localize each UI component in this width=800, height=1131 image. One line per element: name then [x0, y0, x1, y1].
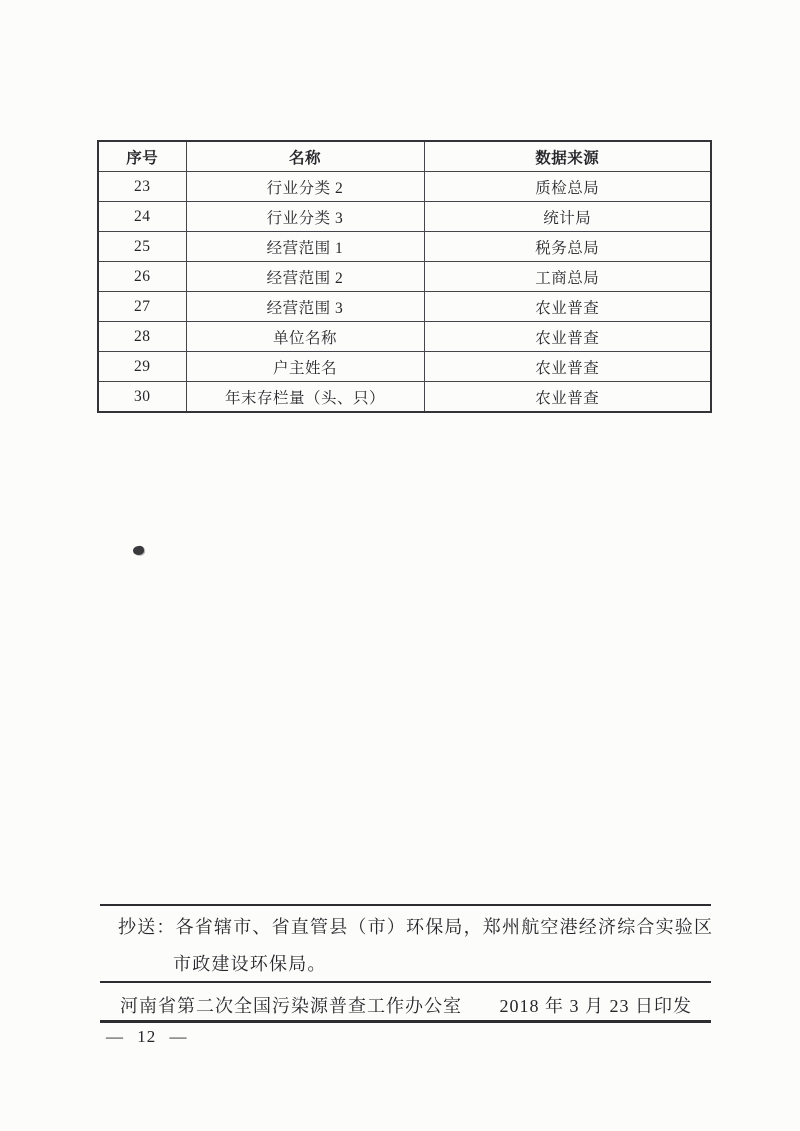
- ink-smudge-artifact: [132, 545, 144, 555]
- cell-no: 24: [98, 202, 186, 232]
- cell-no: 30: [98, 382, 186, 413]
- cell-name: 年末存栏量（头、只）: [186, 382, 424, 413]
- cell-name: 单位名称: [186, 322, 424, 352]
- cell-source: 农业普查: [424, 352, 711, 382]
- cell-no: 27: [98, 292, 186, 322]
- cell-source: 税务总局: [424, 232, 711, 262]
- footer-bottom-rule: [100, 1020, 711, 1023]
- cell-source: 质检总局: [424, 172, 711, 202]
- data-source-table: [97, 140, 712, 413]
- cell-no: 29: [98, 352, 186, 382]
- cell-no: 26: [98, 262, 186, 292]
- cell-source: 农业普查: [424, 322, 711, 352]
- table-row: [98, 382, 711, 413]
- table-row: [98, 202, 711, 232]
- table-row: [98, 172, 711, 202]
- issuing-office: 河南省第二次全国污染源普查工作办公室: [120, 996, 462, 1016]
- table-row: [98, 322, 711, 352]
- cc-distribution-line-2: 市政建设环保局。: [173, 954, 327, 974]
- cell-no: 25: [98, 232, 186, 262]
- cell-name: 行业分类 3: [186, 202, 424, 232]
- cell-no: 28: [98, 322, 186, 352]
- cell-name: 经营范围 1: [186, 232, 424, 262]
- header-cell-source: 数据来源: [424, 141, 711, 172]
- issuer-row: [120, 992, 692, 1018]
- footer-middle-rule: [100, 981, 711, 983]
- table-row: [98, 292, 711, 322]
- header-cell-name: 名称: [186, 141, 424, 172]
- page-number: — 12 —: [106, 1027, 188, 1046]
- cell-name: 户主姓名: [186, 352, 424, 382]
- cell-source: 统计局: [424, 202, 711, 232]
- cell-source: 农业普查: [424, 292, 711, 322]
- cc-distribution-line-1: 抄送：各省辖市、省直管县（市）环保局，郑州航空港经济综合实验区: [118, 917, 714, 937]
- table-row: [98, 262, 711, 292]
- print-date: 2018 年 3 月 23 日印发: [499, 996, 692, 1016]
- cell-name: 经营范围 2: [186, 262, 424, 292]
- table-row: [98, 352, 711, 382]
- cell-source: 工商总局: [424, 262, 711, 292]
- cell-no: 23: [98, 172, 186, 202]
- footer-top-rule: [100, 904, 711, 906]
- cell-name: 经营范围 3: [186, 292, 424, 322]
- table-header-row: [98, 141, 711, 172]
- table-row: [98, 232, 711, 262]
- cell-source: 农业普查: [424, 382, 711, 413]
- header-cell-no: 序号: [98, 141, 186, 172]
- cell-name: 行业分类 2: [186, 172, 424, 202]
